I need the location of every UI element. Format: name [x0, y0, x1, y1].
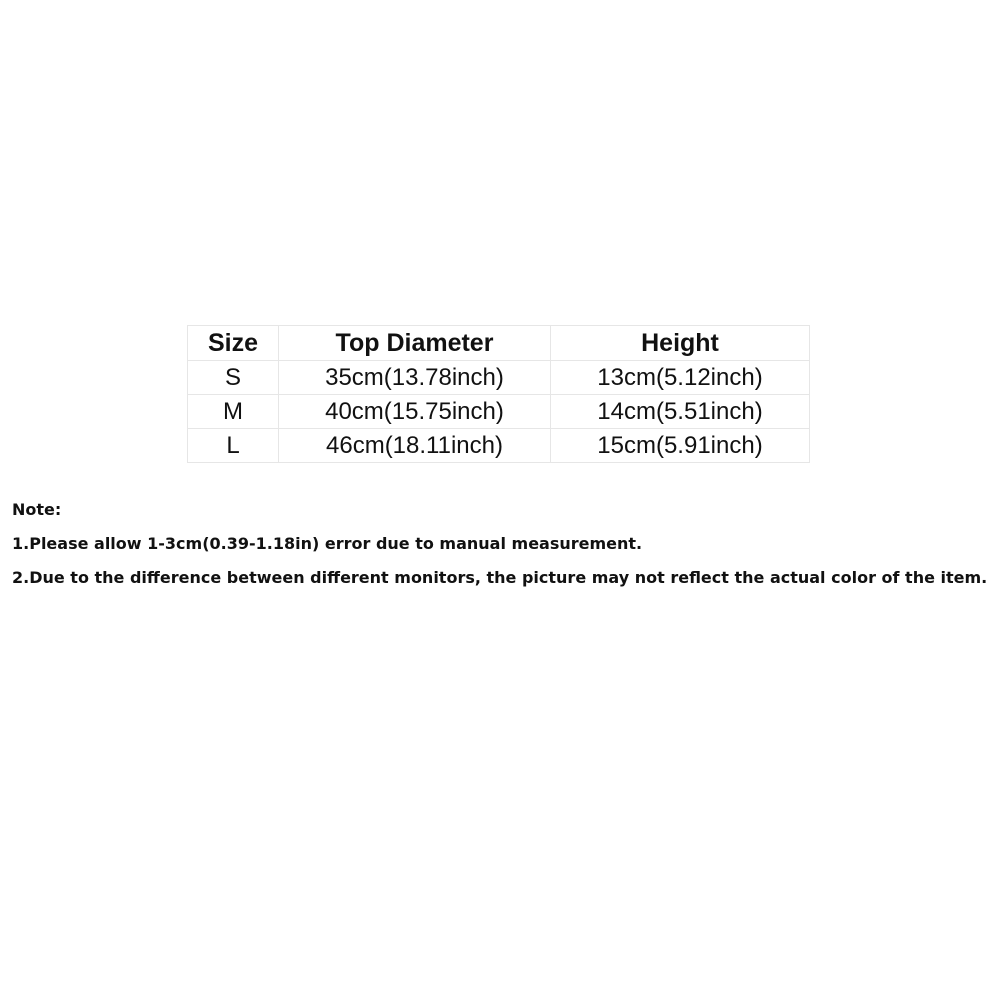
header-size: Size	[188, 326, 279, 361]
cell-size: S	[188, 361, 279, 395]
table-header-row	[188, 326, 810, 361]
cell-height: 15cm(5.91inch)	[551, 429, 810, 463]
note-item: 1.Please allow 1-3cm(0.39-1.18in) error due to manual measurement.	[12, 534, 643, 553]
cell-size: M	[188, 395, 279, 429]
size-chart-table	[187, 325, 810, 463]
notes-title: Note:	[12, 500, 62, 519]
header-top-diameter: Top Diameter	[279, 326, 551, 361]
table-row	[188, 361, 810, 395]
cell-top-diameter: 46cm(18.11inch)	[279, 429, 551, 463]
header-height: Height	[551, 326, 810, 361]
cell-top-diameter: 35cm(13.78inch)	[279, 361, 551, 395]
table-row	[188, 429, 810, 463]
table-row	[188, 395, 810, 429]
cell-top-diameter: 40cm(15.75inch)	[279, 395, 551, 429]
cell-height: 14cm(5.51inch)	[551, 395, 810, 429]
notes-section	[12, 496, 987, 598]
cell-size: L	[188, 429, 279, 463]
cell-height: 13cm(5.12inch)	[551, 361, 810, 395]
note-item: 2.Due to the difference between different monitors, the picture may not reflect the actual color of the item.	[12, 568, 988, 587]
